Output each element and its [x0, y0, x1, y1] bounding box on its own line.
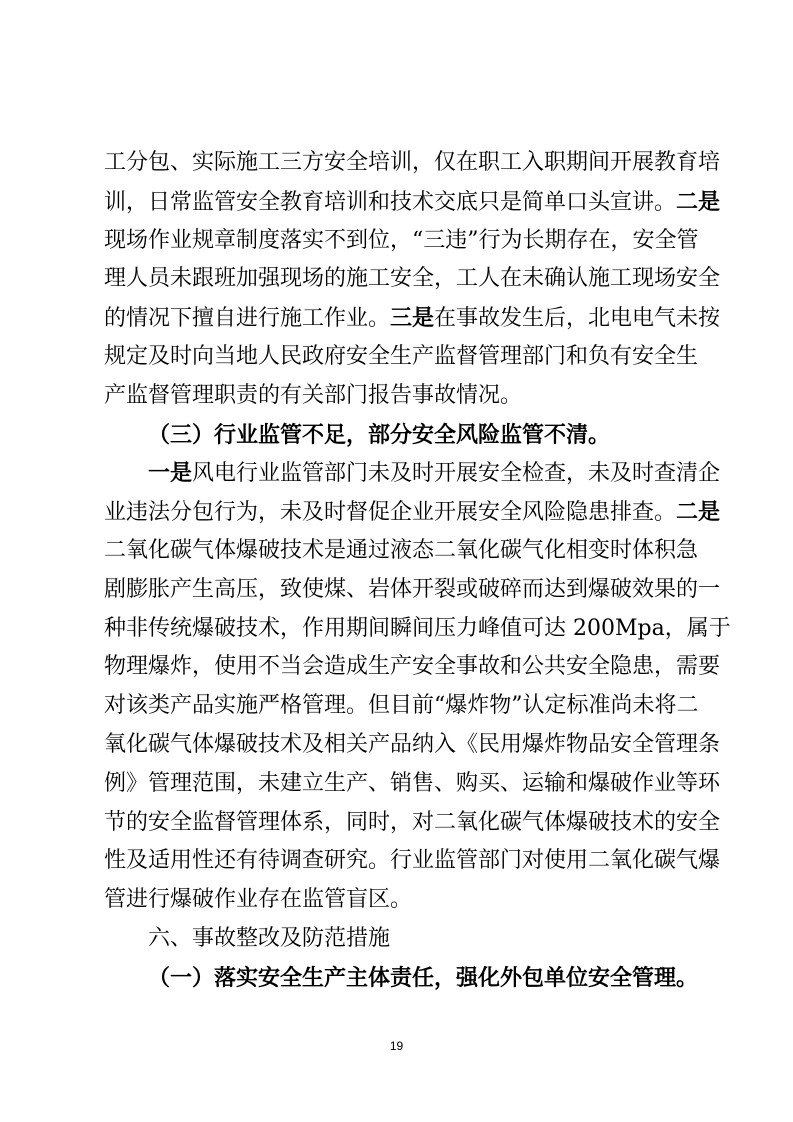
line-text: 工分包、实际施工三方安全培训，仅在职工入职期间开展教育培 [104, 150, 721, 175]
paragraph-line [104, 843, 721, 879]
emphasis-text: （三）行业监管不足，部分安全风险监管不清。 [148, 421, 611, 448]
paragraph-last-line [104, 882, 694, 918]
paragraph-line [104, 184, 721, 220]
paragraph-line [104, 805, 721, 841]
paragraph-line [104, 261, 721, 297]
paragraph-line [104, 688, 699, 724]
emphasis-text: 三是 [390, 305, 435, 332]
paragraph-line [104, 727, 721, 763]
emphasis-text: （一）落实安全生产主体责任，强化外包单位安全管理。 [148, 964, 699, 991]
paragraph-first-line [148, 455, 721, 491]
page-number: 19 [389, 1039, 404, 1053]
line-text: 六、事故整改及防范措施 [148, 926, 391, 951]
paragraph-line [104, 494, 721, 530]
line-text: 现场作业规章制度落实不到位，“三违”行为长期存在，安全管 [104, 227, 699, 253]
line-text: 二氧化碳气体爆破技术是通过液态二氧化碳气化相变时体积急 [104, 538, 699, 563]
paragraph-line [104, 223, 699, 259]
line-text: 性及适用性还有待调查研究。行业监管部门对使用二氧化碳气爆 [104, 848, 721, 874]
paragraph-last-line [104, 378, 694, 414]
line-text: 例》管理范围，未建立生产、销售、购买、运输和爆破作业等环 [104, 770, 721, 796]
paragraph-line [104, 145, 721, 181]
emphasis-text: 一是 [148, 460, 193, 487]
paragraph-line [104, 649, 721, 685]
line-text: 理人员未跟班加强现场的施工安全，工人在未确认施工现场安全 [104, 266, 721, 292]
line-text: 业违法分包行为，未及时督促企业开展安全风险隐患排查。 [104, 500, 677, 526]
line-text: 的情况下擅自进行施工作业。 [104, 306, 391, 332]
paragraph-line [104, 533, 699, 569]
line-text: 剧膨胀产生高压，致使煤、岩体开裂或破碎而达到爆破效果的一 [104, 576, 721, 602]
paragraph-line [104, 766, 721, 802]
line-text: 种非传统爆破技术，作用期间瞬间压力峰值可达 200Mpa，属于 [104, 615, 731, 641]
line-text: 风电行业监管部门未及时开展安全检查，未及时查清企 [192, 461, 721, 487]
line-text: 对该类产品实施严格管理。但目前“爆炸物”认定标准尚未将二 [104, 693, 699, 719]
line-text: 规定及时向当地人民政府安全生产监督管理部门和负有安全生 [104, 344, 699, 369]
section-heading [148, 960, 699, 996]
line-text: 训，日常监管安全教育培训和技术交底只是简单口头宣讲。 [104, 189, 677, 215]
paragraph-line [104, 339, 699, 375]
paragraph-line [104, 611, 731, 647]
paragraph-line [104, 300, 721, 336]
line-text: 节的安全监督管理体系，同时，对二氧化碳气体爆破技术的安全 [104, 809, 721, 835]
paragraph-line [104, 572, 721, 608]
chapter-heading [148, 921, 694, 957]
emphasis-text: 二是 [676, 188, 721, 215]
section-heading [148, 417, 694, 453]
line-text: 物理爆炸，使用不当会造成生产安全事故和公共安全隐患，需要 [104, 654, 721, 680]
line-text: 管进行爆破作业存在监管盲区。 [104, 887, 413, 913]
line-text: 在事故发生后，北电电气未按 [434, 306, 721, 332]
line-text: 产监督管理职责的有关部门报告事故情况。 [104, 382, 523, 408]
line-text: 氧化碳气体爆破技术及相关产品纳入《民用爆炸物品安全管理条 [104, 732, 721, 757]
emphasis-text: 二是 [676, 499, 721, 526]
